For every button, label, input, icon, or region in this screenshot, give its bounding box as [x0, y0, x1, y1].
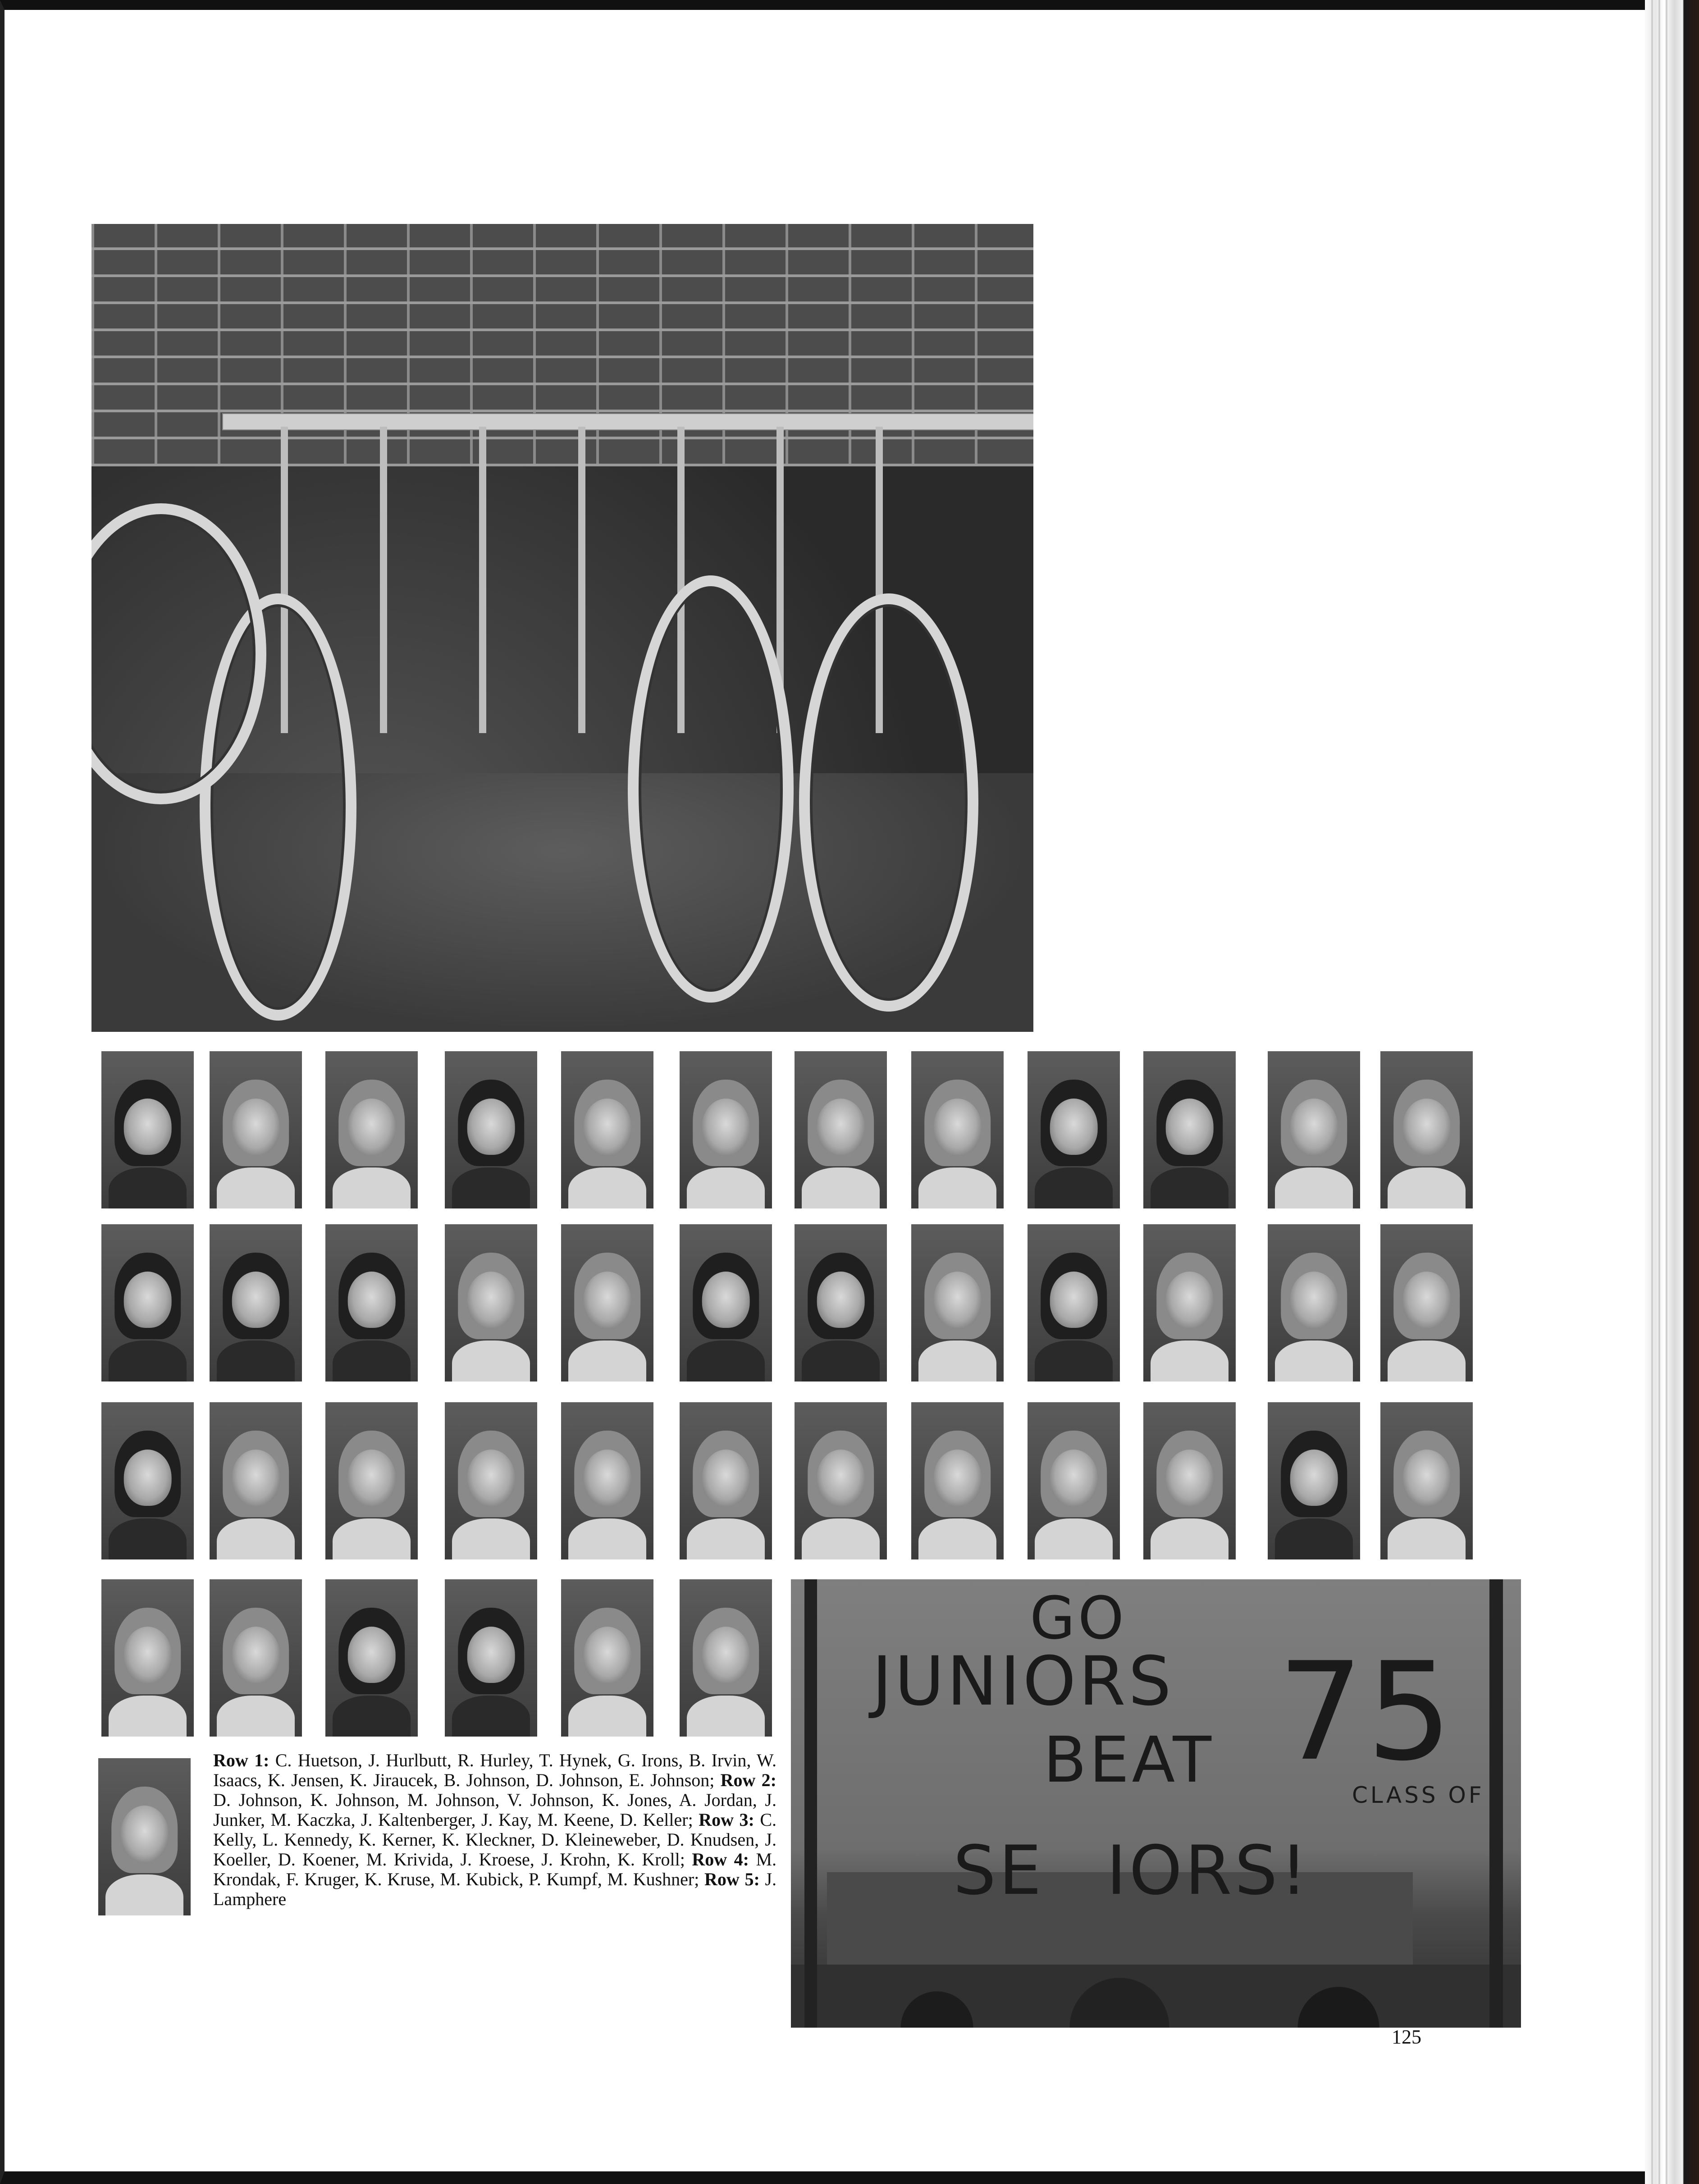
- caption-row-label: Row 4:: [692, 1849, 749, 1869]
- portrait-head: [1402, 1450, 1451, 1506]
- bicycle-wheel: [628, 575, 794, 1003]
- portrait-head: [817, 1450, 865, 1506]
- student-portrait: [561, 1402, 653, 1559]
- portrait-body: [333, 1340, 410, 1382]
- portrait-body: [109, 1696, 186, 1737]
- portrait-head: [817, 1099, 865, 1155]
- page-edge-line: [1658, 0, 1660, 2184]
- portrait-head: [583, 1272, 631, 1328]
- caption-row-names: C. Kelly, L. Kennedy, K. Kerner, K. Kleckner, D. Kleineweber, D. Knudsen, J. Koeller, D. Koener, M. Krivida, J. Kroese, J. Krohn, K. Kroll;: [213, 1810, 777, 1869]
- caption-row-label: Row 1:: [213, 1750, 269, 1770]
- student-portrait: [561, 1579, 653, 1737]
- bike-rack-bar: [222, 413, 1033, 430]
- portrait-body: [452, 1518, 530, 1559]
- student-portrait: [911, 1224, 1004, 1382]
- portrait-head: [467, 1627, 515, 1683]
- student-portrait: [680, 1051, 772, 1208]
- student-portrait: [1028, 1224, 1120, 1382]
- portrait-body: [333, 1696, 410, 1737]
- rack-post: [479, 427, 486, 733]
- portrait-body: [1275, 1518, 1352, 1559]
- portrait-body: [217, 1340, 294, 1382]
- portrait-head: [467, 1099, 515, 1155]
- portrait-body: [1035, 1518, 1112, 1559]
- bicycle-wheel: [799, 593, 978, 1012]
- rack-post: [578, 427, 585, 733]
- portrait-head: [123, 1627, 172, 1683]
- portrait-head: [347, 1272, 396, 1328]
- portrait-caption: [213, 1751, 776, 1909]
- portrait-body: [568, 1340, 646, 1382]
- portrait-body: [217, 1696, 294, 1737]
- portrait-head: [467, 1450, 515, 1506]
- student-portrait: [101, 1402, 194, 1559]
- portrait-body: [687, 1167, 764, 1208]
- student-portrait: [1143, 1051, 1236, 1208]
- student-portrait: [210, 1402, 302, 1559]
- caption-row-names: D. Johnson, K. Johnson, M. Johnson, V. Johnson, K. Jones, A. Jordan, J. Junker, M. Kaczka, J. Kaltenberger, J. Kay, M. Keene, D. Keller;: [213, 1790, 776, 1830]
- student-portrait: [795, 1224, 887, 1382]
- portrait-body: [109, 1518, 186, 1559]
- portrait-head: [1290, 1099, 1338, 1155]
- portrait-body: [109, 1340, 186, 1382]
- student-portrait: [1143, 1224, 1236, 1382]
- portrait-body: [568, 1696, 646, 1737]
- page-edge-line: [1666, 0, 1667, 2184]
- portrait-body: [687, 1340, 764, 1382]
- sign-text-class-of: CLASS OF: [1352, 1782, 1484, 1808]
- portrait-body: [802, 1167, 879, 1208]
- portrait-body: [918, 1518, 996, 1559]
- portrait-body: [217, 1167, 294, 1208]
- go-juniors-sign-photo: [791, 1579, 1521, 2028]
- student-portrait: [561, 1224, 653, 1382]
- portrait-body: [1035, 1340, 1112, 1382]
- student-portrait: [210, 1579, 302, 1737]
- student-portrait: [561, 1051, 653, 1208]
- student-portrait: [98, 1758, 191, 1915]
- portrait-body: [452, 1167, 530, 1208]
- portrait-head: [347, 1627, 396, 1683]
- student-portrait: [1380, 1224, 1473, 1382]
- portrait-body: [687, 1518, 764, 1559]
- portrait-body: [1275, 1167, 1352, 1208]
- student-portrait: [1028, 1051, 1120, 1208]
- portrait-head: [1050, 1450, 1098, 1506]
- portrait-head: [232, 1627, 280, 1683]
- student-portrait: [1028, 1402, 1120, 1559]
- portrait-head: [232, 1272, 280, 1328]
- sign-text-se: SE: [953, 1832, 1044, 1910]
- sign-text-beat: BEAT: [1043, 1723, 1214, 1797]
- sign-text-75: 75: [1278, 1633, 1455, 1791]
- portrait-body: [687, 1696, 764, 1737]
- portrait-head: [123, 1099, 172, 1155]
- student-portrait: [445, 1402, 537, 1559]
- portrait-body: [1151, 1167, 1228, 1208]
- caption-row-names: J. Lamphere: [213, 1869, 777, 1909]
- student-portrait: [1268, 1224, 1360, 1382]
- student-portrait: [911, 1402, 1004, 1559]
- student-portrait: [911, 1051, 1004, 1208]
- portrait-head: [583, 1627, 631, 1683]
- portrait-head: [933, 1099, 982, 1155]
- portrait-body: [1388, 1340, 1465, 1382]
- student-portrait: [325, 1224, 418, 1382]
- student-portrait: [101, 1051, 194, 1208]
- portrait-body: [1388, 1167, 1465, 1208]
- student-portrait: [101, 1579, 194, 1737]
- portrait-body: [333, 1167, 410, 1208]
- portrait-head: [1290, 1450, 1338, 1506]
- sign-text-go: GO: [1030, 1584, 1127, 1652]
- portrait-body: [1275, 1340, 1352, 1382]
- portrait-body: [1151, 1518, 1228, 1559]
- portrait-head: [123, 1450, 172, 1506]
- student-portrait: [1268, 1051, 1360, 1208]
- portrait-head: [583, 1099, 631, 1155]
- portrait-body: [452, 1340, 530, 1382]
- portrait-head: [702, 1627, 750, 1683]
- student-portrait: [680, 1579, 772, 1737]
- student-portrait: [1380, 1051, 1473, 1208]
- portrait-head: [123, 1272, 172, 1328]
- portrait-head: [1402, 1099, 1451, 1155]
- portrait-head: [467, 1272, 515, 1328]
- portrait-head: [1050, 1272, 1098, 1328]
- portrait-body: [568, 1167, 646, 1208]
- portrait-head: [120, 1806, 169, 1862]
- portrait-head: [702, 1450, 750, 1506]
- portrait-body: [802, 1340, 879, 1382]
- caption-row-label: Row 2:: [720, 1770, 776, 1790]
- portrait-body: [568, 1518, 646, 1559]
- sign-pole: [804, 1579, 817, 2028]
- student-portrait: [210, 1051, 302, 1208]
- page-number: 125: [1392, 2026, 1421, 2048]
- portrait-body: [109, 1167, 186, 1208]
- student-portrait: [795, 1051, 887, 1208]
- student-portrait: [325, 1579, 418, 1737]
- page-edge-line: [1651, 0, 1653, 2184]
- portrait-head: [1290, 1272, 1338, 1328]
- sign-pole: [1489, 1579, 1503, 2028]
- portrait-head: [347, 1099, 396, 1155]
- student-portrait: [795, 1402, 887, 1559]
- book-spine-edge: [1645, 0, 1699, 2184]
- portrait-head: [1165, 1450, 1214, 1506]
- student-portrait: [445, 1051, 537, 1208]
- portrait-head: [1165, 1099, 1214, 1155]
- portrait-body: [1388, 1518, 1465, 1559]
- portrait-head: [702, 1099, 750, 1155]
- portrait-body: [105, 1874, 183, 1915]
- student-portrait: [101, 1224, 194, 1382]
- portrait-body: [1035, 1167, 1112, 1208]
- sign-text-iors: IORS!: [1106, 1832, 1310, 1910]
- student-portrait: [1380, 1402, 1473, 1559]
- portrait-head: [702, 1272, 750, 1328]
- student-portrait: [325, 1402, 418, 1559]
- student-portrait: [445, 1224, 537, 1382]
- portrait-head: [1050, 1099, 1098, 1155]
- portrait-head: [232, 1450, 280, 1506]
- portrait-body: [333, 1518, 410, 1559]
- caption-row-names: C. Huetson, J. Hurlbutt, R. Hurley, T. Hynek, G. Irons, B. Irvin, W. Isaacs, K. Jensen, K. Jiraucek, B. Johnson, D. Johnson, E. Johnson;: [213, 1750, 776, 1790]
- portrait-body: [918, 1167, 996, 1208]
- student-portrait: [210, 1224, 302, 1382]
- bike-rack-photo: [91, 224, 1033, 1032]
- portrait-body: [452, 1696, 530, 1737]
- student-portrait: [445, 1579, 537, 1737]
- caption-row-label: Row 3:: [699, 1810, 754, 1830]
- portrait-head: [583, 1450, 631, 1506]
- student-portrait: [325, 1051, 418, 1208]
- portrait-body: [1151, 1340, 1228, 1382]
- student-portrait: [680, 1402, 772, 1559]
- portrait-head: [933, 1272, 982, 1328]
- rack-post: [380, 427, 387, 733]
- caption-row-names: M. Krondak, F. Kruger, K. Kruse, M. Kubick, P. Kumpf, M. Kushner;: [213, 1849, 777, 1889]
- portrait-body: [918, 1340, 996, 1382]
- trees: [791, 1965, 1521, 2028]
- portrait-head: [1165, 1272, 1214, 1328]
- sign-text-juniors: JUNIORS: [872, 1642, 1174, 1721]
- caption-row-label: Row 5:: [704, 1869, 760, 1889]
- portrait-head: [817, 1272, 865, 1328]
- student-portrait: [1268, 1402, 1360, 1559]
- portrait-head: [347, 1450, 396, 1506]
- portrait-body: [802, 1518, 879, 1559]
- portrait-head: [933, 1450, 982, 1506]
- portrait-head: [232, 1099, 280, 1155]
- portrait-body: [217, 1518, 294, 1559]
- student-portrait: [1143, 1402, 1236, 1559]
- portrait-head: [1402, 1272, 1451, 1328]
- student-portrait: [680, 1224, 772, 1382]
